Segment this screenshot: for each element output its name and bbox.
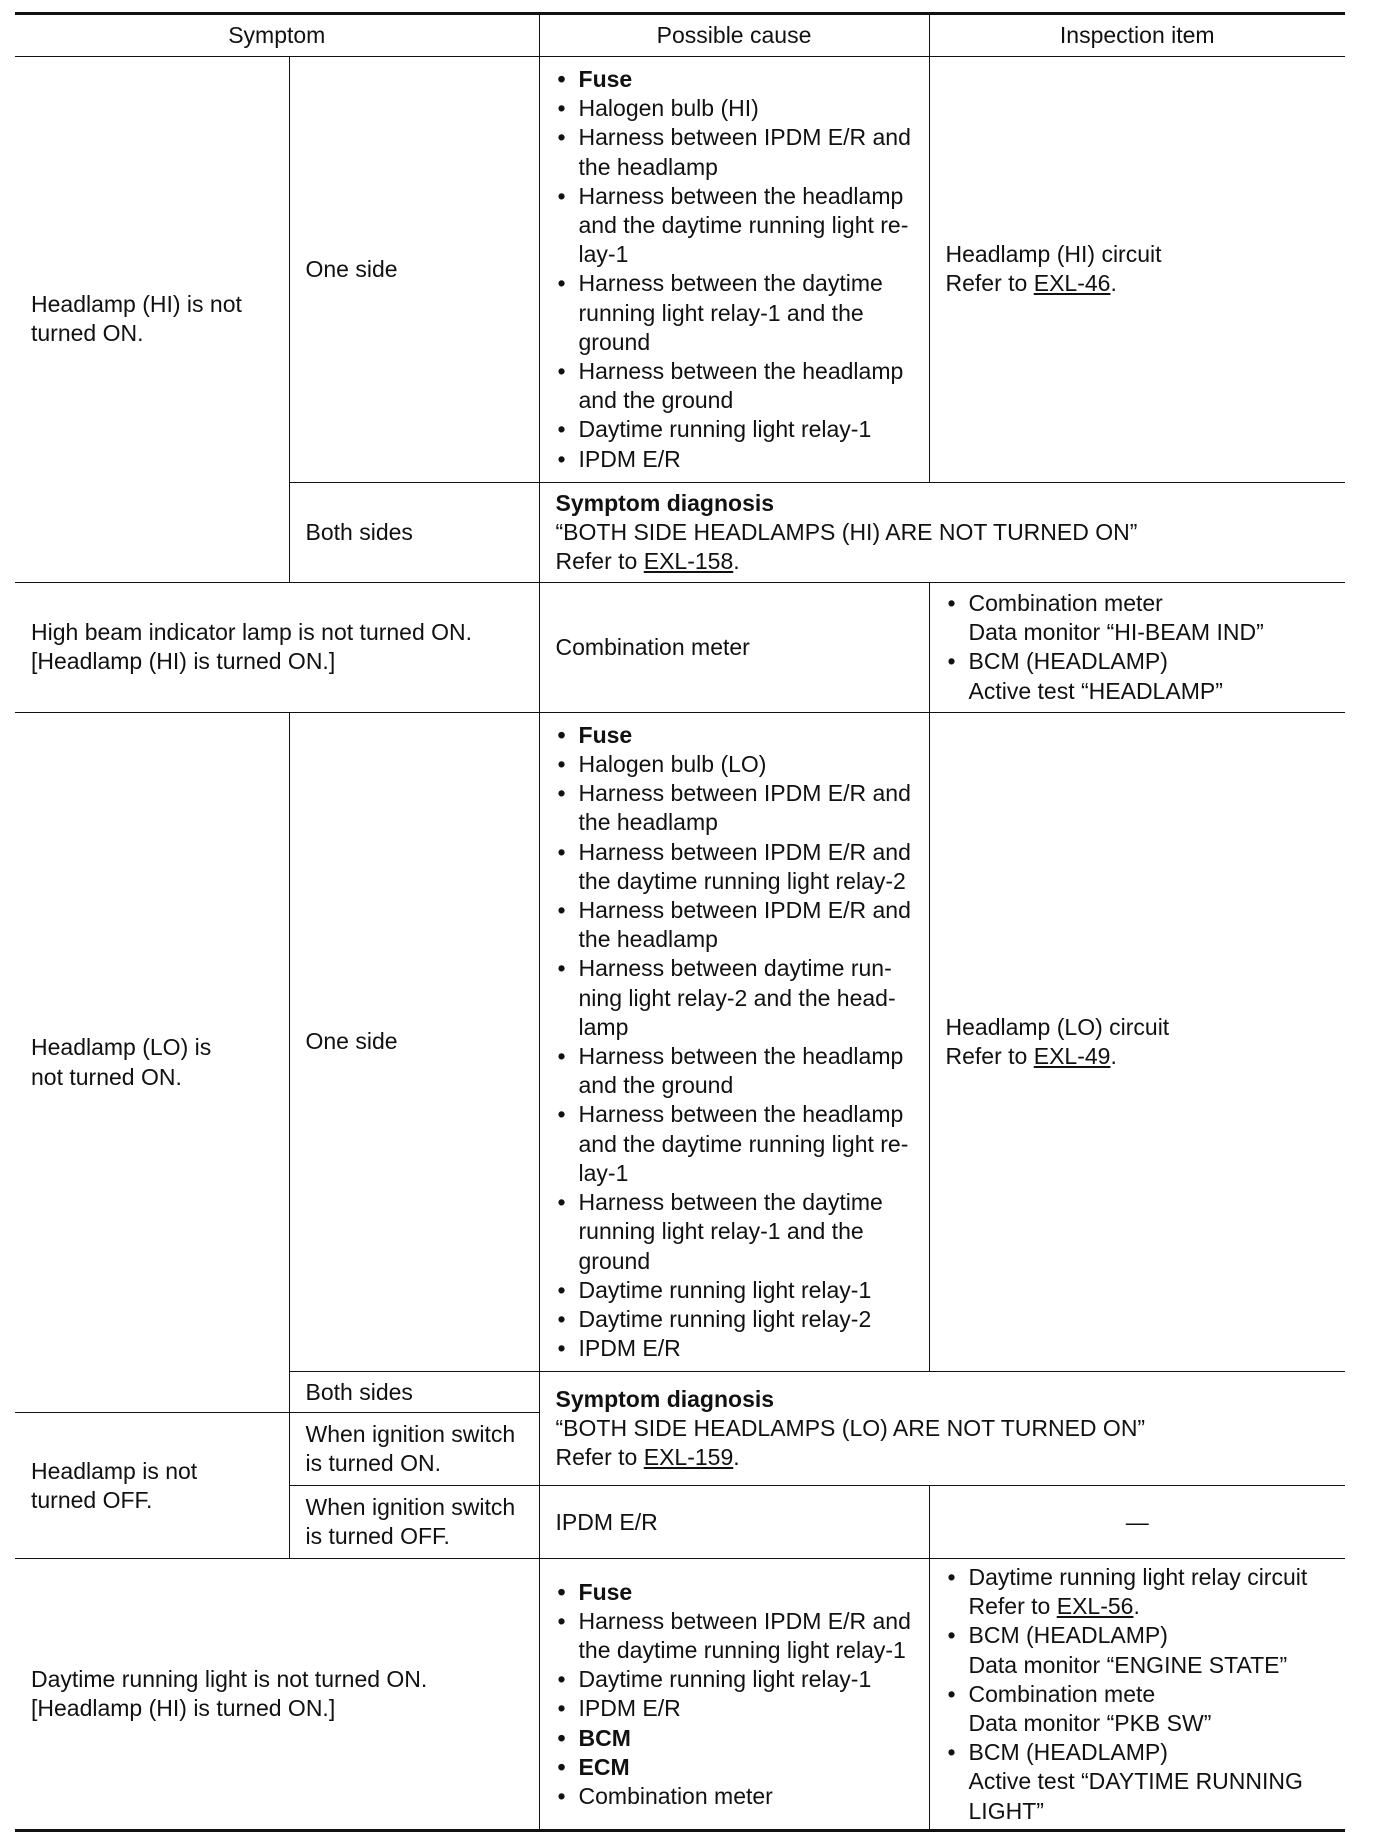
list-item: • Harness between IPDM E/R and the headlamp: [556, 779, 913, 837]
list-item: • Daytime running light relay-1: [556, 415, 913, 444]
list-item: • ECM: [556, 1753, 913, 1782]
reference-link[interactable]: EXL-56: [1056, 1593, 1134, 1620]
symptom-diagnosis: Symptom diagnosis “BOTH SIDE HEADLAMPS (HI) ARE NOT TURNED ON” Refer to EXL-158.: [539, 482, 1345, 582]
table-row: [15, 57, 1345, 483]
item-line: Active test “DAYTIME RUNNING LIGHT”: [968, 1768, 1303, 1824]
list-item: • Fuse: [556, 65, 913, 94]
condition-ign-off: When ignition switch is turned OFF.: [289, 1486, 539, 1559]
symptom-line: Daytime running light is not turned ON.: [31, 1666, 428, 1693]
possible-causes: [539, 57, 929, 483]
list-item: [946, 1563, 1340, 1621]
reference-link[interactable]: EXL-46: [1033, 270, 1111, 297]
refer-text: Refer to: [555, 547, 644, 574]
symptom-diagnosis: Symptom diagnosis “BOTH SIDE HEADLAMPS (LO) ARE NOT TURNED ON” Refer to EXL-159.: [539, 1372, 1345, 1486]
symptom-line: [Headlamp (HI) is turned ON.]: [31, 1695, 336, 1722]
item-line: Data monitor “ENGINE STATE”: [968, 1651, 1288, 1678]
header-row: [15, 14, 1345, 57]
cause-list-lo: [556, 721, 913, 1363]
punctuation: .: [1133, 1593, 1140, 1620]
possible-causes: IPDM E/R: [539, 1486, 929, 1559]
condition-one-side: One side: [289, 712, 539, 1371]
header-possible-cause: Possible cause: [539, 14, 929, 57]
inspection-title: Headlamp (LO) circuit: [945, 1013, 1170, 1040]
reference-link[interactable]: EXL-159: [643, 1444, 734, 1471]
table-row: [15, 582, 1345, 712]
list-item: [946, 1680, 1340, 1738]
diagnosis-text: “BOTH SIDE HEADLAMPS (HI) ARE NOT TURNED ON”: [555, 518, 1138, 545]
reference-link[interactable]: EXL-158: [643, 547, 734, 574]
list-item: • Harness between daytime run-ning light relay-2 and the head-lamp: [556, 954, 913, 1042]
possible-causes: Combination meter: [539, 582, 929, 712]
list-item: [946, 647, 1330, 705]
list-item: • IPDM E/R: [556, 1334, 913, 1363]
condition-both-sides: Both sides: [289, 482, 539, 582]
symptom-indicator: [15, 582, 539, 712]
list-item: • IPDM E/R: [556, 445, 913, 474]
list-item: • Harness between the headlamp and the ground: [556, 357, 913, 415]
refer-text: Refer to: [555, 1444, 644, 1471]
table-row: [15, 1559, 1345, 1831]
list-item: • Daytime running light relay-2: [556, 1305, 913, 1334]
list-item: • Halogen bulb (HI): [556, 94, 913, 123]
item-line: Data monitor “HI-BEAM IND”: [968, 619, 1264, 646]
refer-text: Refer to: [945, 1043, 1034, 1070]
list-item: • Daytime running light relay-1: [556, 1276, 913, 1305]
possible-causes: [539, 712, 929, 1371]
condition-both-sides: Both sides: [289, 1372, 539, 1413]
diagnosis-title: Symptom diagnosis: [555, 1386, 775, 1412]
item-line: • BCM (HEADLAMP): [968, 1739, 1168, 1766]
possible-causes: [539, 1559, 929, 1831]
condition-ign-on: When ignition switch is turned ON.: [289, 1413, 539, 1486]
symptom-line: High beam indicator lamp is not turned ON.: [31, 619, 473, 646]
list-item: • Harness between the headlamp and the ground: [556, 1042, 913, 1100]
list-item: • Harness between IPDM E/R and the daytime running light relay-2: [556, 838, 913, 896]
symptom-line: [Headlamp (HI) is turned ON.]: [31, 648, 336, 675]
item-line: Data monitor “PKB SW”: [968, 1709, 1212, 1736]
cause-list-hi: [556, 65, 913, 474]
diagnosis-text: “BOTH SIDE HEADLAMPS (LO) ARE NOT TURNED ON”: [555, 1415, 1146, 1442]
item-line: • BCM (HEADLAMP): [968, 1622, 1168, 1649]
item-line: • BCM (HEADLAMP): [968, 648, 1168, 675]
item-line: Active test “HEADLAMP”: [968, 677, 1223, 704]
list-item: • Harness between the daytime running light relay-1 and the ground: [556, 269, 913, 357]
list-item: • BCM: [556, 1724, 913, 1753]
inspection-list: [946, 589, 1330, 706]
cause-list-drl: [556, 1578, 913, 1812]
inspection-item: [929, 582, 1345, 712]
symptom-headlamp-lo: Headlamp (LO) is not turned ON.: [15, 712, 289, 1412]
list-item: • IPDM E/R: [556, 1694, 913, 1723]
list-item: • Halogen bulb (LO): [556, 750, 913, 779]
list-item: • Combination meter: [556, 1782, 913, 1811]
inspection-item: Headlamp (LO) circuit Refer to EXL-49.: [929, 712, 1345, 1371]
list-item: • Harness between IPDM E/R and the headlamp: [556, 896, 913, 954]
list-item: • Fuse: [556, 1578, 913, 1607]
list-item: • Fuse: [556, 721, 913, 750]
symptom-headlamp-hi: Headlamp (HI) is not turned ON.: [15, 57, 289, 583]
symptom-drl: [15, 1559, 539, 1831]
list-item: • Harness between the headlamp and the daytime running light re-lay-1: [556, 1100, 913, 1188]
list-item: [946, 589, 1330, 647]
diagnosis-table: [15, 12, 1345, 1832]
inspection-item: —: [929, 1486, 1345, 1559]
inspection-title: Headlamp (HI) circuit: [945, 241, 1162, 268]
list-item: • Harness between IPDM E/R and the daytime running light relay-1: [556, 1607, 913, 1665]
table-row: [15, 712, 1345, 1371]
inspection-item: Headlamp (HI) circuit Refer to EXL-46.: [929, 57, 1345, 483]
list-item: [946, 1621, 1340, 1679]
list-item: • Harness between the daytime running light relay-1 and the ground: [556, 1188, 913, 1276]
item-line: • Combination mete: [968, 1680, 1156, 1707]
inspection-list: [946, 1563, 1340, 1826]
list-item: • Harness between IPDM E/R and the headlamp: [556, 123, 913, 181]
reference-link[interactable]: EXL-49: [1033, 1043, 1111, 1070]
header-symptom: Symptom: [15, 14, 539, 57]
condition-one-side: One side: [289, 57, 539, 483]
item-line: • Daytime running light relay circuit: [968, 1563, 1308, 1590]
refer-text: Refer to: [968, 1593, 1057, 1620]
list-item: [946, 1738, 1340, 1826]
header-inspection-item: Inspection item: [929, 14, 1345, 57]
item-line: • Combination meter: [968, 589, 1163, 616]
list-item: • Harness between the headlamp and the daytime running light re-lay-1: [556, 182, 913, 270]
refer-text: Refer to: [945, 270, 1034, 297]
diagnosis-title: Symptom diagnosis: [555, 489, 775, 516]
list-item: • Daytime running light relay-1: [556, 1665, 913, 1694]
symptom-not-off: Headlamp is not turned OFF.: [15, 1413, 289, 1559]
inspection-item: [929, 1559, 1345, 1831]
